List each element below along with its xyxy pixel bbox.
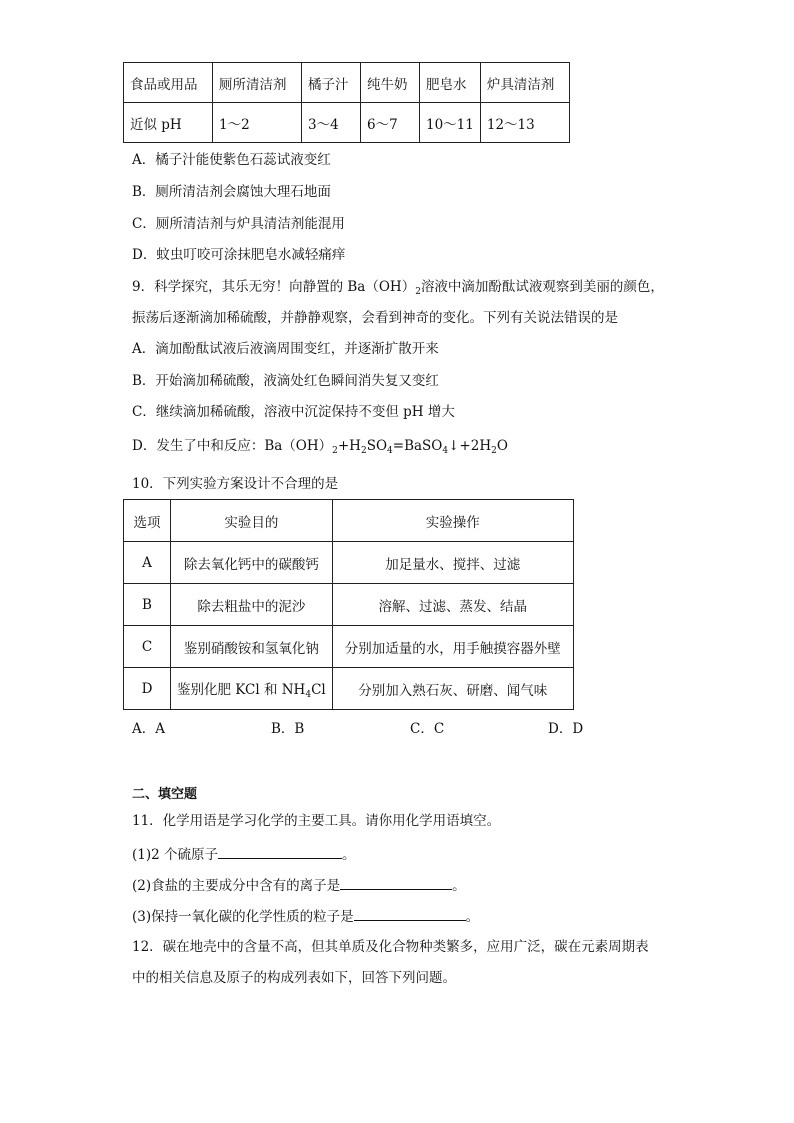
q10-stem: 10．下列实验方案设计不合理的是 xyxy=(132,476,339,492)
table-cell: 食品或用品 xyxy=(124,63,213,103)
cell-text: Cl xyxy=(311,681,326,698)
table-cell: 1～2 xyxy=(213,103,302,143)
q9-option-b: B．开始滴加稀硫酸，液滴处红色瞬间消失复又变红 xyxy=(132,373,439,389)
subscript: 2 xyxy=(360,446,367,456)
table-header: 实验目的 xyxy=(171,500,333,542)
q8-option-b: B．厕所清洁剂会腐蚀大理石地面 xyxy=(132,184,331,200)
answer-option-b: B．B xyxy=(271,721,305,737)
q11-part2 xyxy=(132,875,466,896)
q9-stem-line1 xyxy=(132,277,664,302)
q9-option-d xyxy=(132,436,508,461)
table-cell: 加足量水、搅拌、过滤 xyxy=(332,542,573,584)
experiment-table xyxy=(123,499,574,710)
q11-part1 xyxy=(132,844,356,865)
table-row xyxy=(124,584,574,626)
q9-stem-line2: 振荡后逐渐滴加稀硫酸，并静静观察，会看到神奇的变化。下列有关说法错误的是 xyxy=(132,310,618,326)
table-row xyxy=(124,542,574,584)
subscript: 2 xyxy=(491,446,497,456)
answer-blank[interactable] xyxy=(340,875,452,890)
question-text: (3)保持一氧化碳的化学性质的粒子是 xyxy=(132,909,354,925)
q11-stem: 11．化学用语是学习化学的主要工具。请你用化学用语填空。 xyxy=(132,813,501,829)
q8-option-d: D．蚊虫叮咬可涂抹肥皂水减轻痛痒 xyxy=(132,247,346,263)
equation-text: D．发生了中和反应：Ba（OH） xyxy=(132,438,333,454)
subscript: 2 xyxy=(415,287,421,297)
table-cell: 鉴别硝酸铵和氢氧化钠 xyxy=(171,626,333,668)
table-cell: 6～7 xyxy=(361,103,420,143)
table-row xyxy=(124,63,570,103)
table-header: 实验操作 xyxy=(332,500,573,542)
answer-option-c: C．C xyxy=(410,721,445,737)
table-cell: 除去粗盐中的泥沙 xyxy=(171,584,333,626)
table-row xyxy=(124,668,574,710)
section-heading: 二、填空题 xyxy=(132,787,198,802)
q8-option-c: C．厕所清洁剂与炉具清洁剂能混用 xyxy=(132,216,345,232)
answer-option-a: A．A xyxy=(132,721,165,737)
equation-text: O xyxy=(496,438,508,454)
equation-text: ↓+2H xyxy=(448,438,492,454)
table-cell: 分别加入熟石灰、研磨、闻气味 xyxy=(332,668,573,710)
subscript: 4 xyxy=(387,446,393,456)
q12-stem-line2: 中的相关信息及原子的构成列表如下，回答下列问题。 xyxy=(132,970,456,986)
q9-option-c: C．继续滴加稀硫酸，溶液中沉淀保持不变但 pH 增大 xyxy=(132,404,455,420)
punctuation: 。 xyxy=(452,878,466,894)
question-text: (2)食盐的主要成分中含有的离子是 xyxy=(132,878,341,894)
table-cell: 分别加适量的水，用手触摸容器外壁 xyxy=(332,626,573,668)
table-cell: 近似 pH xyxy=(124,103,213,143)
answer-option-d: D．D xyxy=(548,721,584,737)
question-text: (1)2 个硫原子 xyxy=(132,847,219,863)
punctuation: 。 xyxy=(465,909,480,925)
table-row xyxy=(124,626,574,668)
q11-part3 xyxy=(132,906,479,927)
table-row xyxy=(124,103,570,143)
subscript: 4 xyxy=(305,689,312,700)
answer-blank[interactable] xyxy=(354,906,466,921)
table-row xyxy=(124,500,574,542)
equation-text: SO xyxy=(366,438,388,454)
equation-text: +H xyxy=(337,438,361,454)
table-cell: 12～13 xyxy=(480,103,569,143)
table-cell xyxy=(171,668,333,710)
table-cell: A xyxy=(124,542,171,584)
table-cell: C xyxy=(124,626,171,668)
table-cell: D xyxy=(124,668,171,710)
table-header: 选项 xyxy=(124,500,171,542)
table-cell: 炉具清洁剂 xyxy=(480,63,569,103)
table-cell: B xyxy=(124,584,171,626)
table-cell: 纯牛奶 xyxy=(361,63,420,103)
subscript: 2 xyxy=(332,446,338,456)
cell-text: 鉴别化肥 KCl 和 NH xyxy=(177,681,306,698)
q9-stem-text: 9．科学探究，其乐无穷！向静置的 Ba（OH） xyxy=(132,279,416,295)
punctuation: 。 xyxy=(342,847,356,863)
q10-answer-options xyxy=(132,717,592,737)
table-cell: 除去氧化钙中的碳酸钙 xyxy=(171,542,333,584)
q12-stem-line1: 12．碳在地壳中的含量不高，但其单质及化合物种类繁多，应用广泛，碳在元素周期表 xyxy=(132,939,649,955)
table-cell: 10～11 xyxy=(420,103,481,143)
table-cell: 溶解、过滤、蒸发、结晶 xyxy=(332,584,573,626)
table-cell: 肥皂水 xyxy=(420,63,481,103)
q8-option-a: A．橘子汁能使紫色石蕊试液变红 xyxy=(132,152,331,168)
answer-blank[interactable] xyxy=(218,844,342,859)
subscript: 4 xyxy=(442,446,449,456)
q9-option-a: A．滴加酚酞试液后液滴周围变红，并逐渐扩散开来 xyxy=(132,341,439,357)
ph-table xyxy=(123,62,570,143)
table-cell: 厕所清洁剂 xyxy=(213,63,302,103)
table-cell: 3～4 xyxy=(302,103,361,143)
table-cell: 橘子汁 xyxy=(302,63,361,103)
equation-text: =BaSO xyxy=(392,438,443,454)
q9-stem-text: 溶液中滴加酚酞试液观察到美丽的颜色， xyxy=(420,279,664,295)
